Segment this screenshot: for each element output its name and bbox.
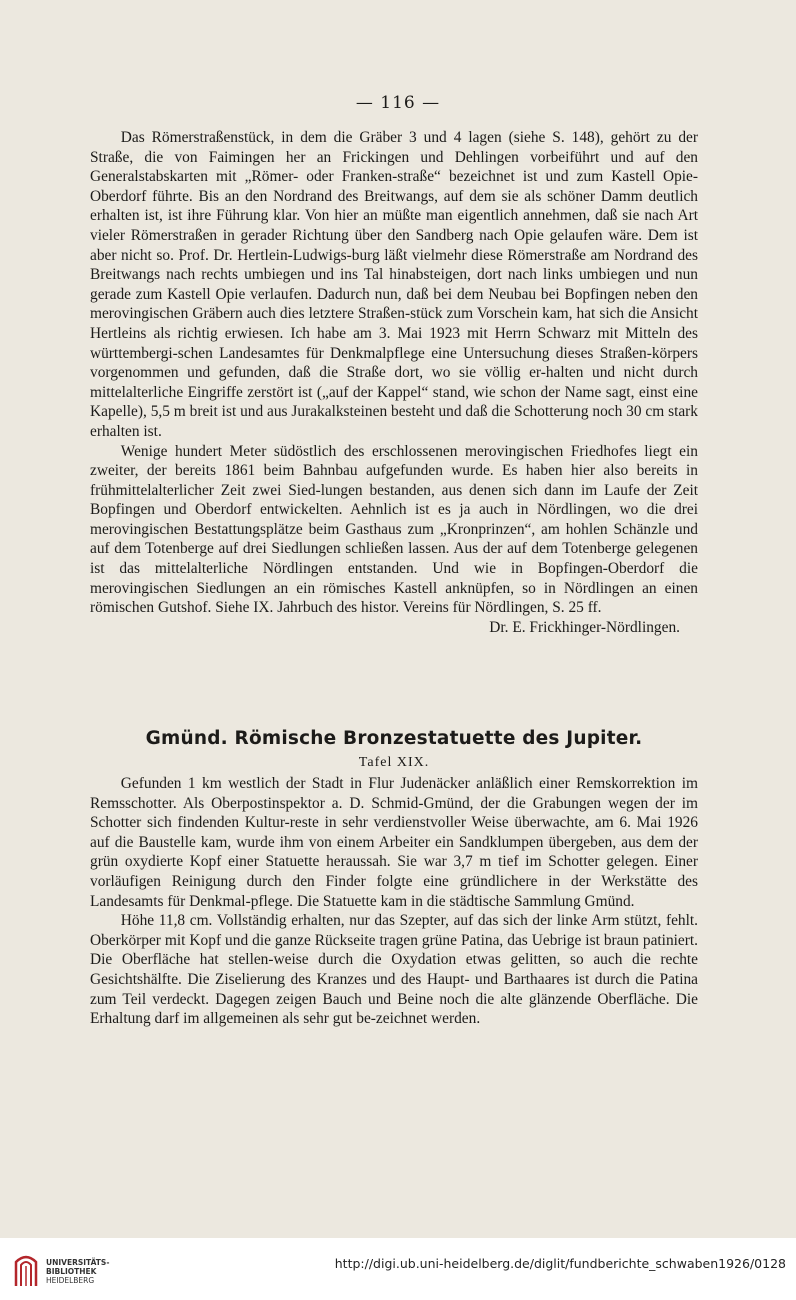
article-body-2	[90, 774, 698, 1029]
library-seal-icon	[12, 1252, 40, 1288]
library-name	[46, 1258, 109, 1285]
article-body-1	[90, 128, 698, 637]
library-logo[interactable]	[12, 1252, 152, 1292]
author-signature: Dr. E. Frickhinger-Nördlingen.	[489, 618, 680, 636]
section-title: Gmünd. Römische Bronzestatuette des Jupiter.	[145, 728, 643, 749]
permalink-url[interactable]: http://digi.ub.uni-heidelberg.de/diglit/fundberichte_schwaben1926/0128	[334, 1256, 786, 1271]
logo-line-2: BIBLIOTHEK	[46, 1267, 97, 1276]
paragraph: Das Römerstraßenstück, in dem die Gräber 3 und 4 lagen (siehe S. 148), gehört zu der Straße, die von Faimingen her an Frickingen und Dehlingen vorbeiführt und auf den Generalstabskarten mit „Römer- oder Franken-straße“ bezeichnet ist und zum Kastell Opie-Oberdorf führte. Bis an den Nordrand des Breitwangs, auf dem sie als schöner Damm deutlich erhalten ist, ist ihre Führung klar. Von hier an müßte man eigentlich annehmen, daß sie nach Art vieler Römerstraßen in gerader Richtung über den Sandberg nach Opie gelaufen wäre. Dem ist aber nicht so. Prof. Dr. Hertlein-Ludwigs-burg läßt vielmehr diese Römerstraße am Nordrand des Breitwangs nach rechts umbiegen und ins Tal hinabsteigen, dort nach links umbiegen und nun gerade zum Kastell Opie verlaufen. Dadurch nun, daß bei dem Neubau bei Bopfingen neben den merovingischen Gräbern auch dies letztere Straßen-stück zum Vorschein kam, hat sich die Ansicht Hertleins als richtig erwiesen. Ich habe am 3. Mai 1923 mit Herrn Schwarz mit Mitteln des württembergi-schen Landesamtes für Denkmalpflege eine Untersuchung dieses Straßen-körpers vorgenommen und gefunden, daß die Straße dort, wo sie völlig er-halten und nicht durch mittelalterliche Eingriffe zerstört ist („auf der Kappel“ stand, wie schon der Name sagt, einst eine Kapelle), 5,5 m breit ist und aus Jurakalksteinen besteht und daß die Schotterung noch 30 cm stark erhalten ist.	[90, 129, 698, 440]
plate-reference: Tafel XIX.	[358, 755, 430, 770]
paragraph: Gefunden 1 km westlich der Stadt in Flur Judenäcker anläßlich einer Remskorrektion im Remsschotter. Als Oberpostinspektor a. D. Schmid-Gmünd, der die Grabungen wegen der im Schotter sich findenden Kultur-reste in sehr verdienstvoller Weise überwachte, am 6. Mai 1926 auf die Baustelle kam, wurde ihm von einem Arbeiter ein Sandklumpen übergeben, aus dem der grün oxydierte Kopf einer Statuette heraussah. Sie war 3,7 m tief im Schotter gelegen. Einer vorläufigen Reinigung durch den Finder folgte eine gründlichere in der Werkstätte des Landesamts für Denkmal-pflege. Die Statuette kam in die städtische Sammlung Gmünd.	[90, 775, 698, 910]
logo-line-1: UNIVERSITÄTS-	[46, 1258, 110, 1267]
logo-line-3: HEIDELBERG	[46, 1276, 95, 1285]
paragraph: Höhe 11,8 cm. Vollständig erhalten, nur das Szepter, auf das sich der linke Arm stützt, fehlt. Oberkörper mit Kopf und die ganze Rückseite tragen grüne Patina, das Uebrige ist braun patiniert. Die Oberfläche hat stellen-weise durch die Oxydation etwas gelitten, so auch die rechte Gesichtshälfte. Die Ziselierung des Kranzes und des Haupt- und Barthaares ist durch die Patina zum Teil verdeckt. Dagegen zeigen Bauch und Beine noch die alte glänzende Oberfläche. Die Erhaltung darf im allgemeinen als sehr gut be-zeichnet werden.	[90, 912, 698, 1028]
viewer-footer	[0, 1238, 796, 1300]
paragraph: Wenige hundert Meter südöstlich des erschlossenen merovingischen Friedhofes liegt ein zweiter, der bereits 1861 beim Bahnbau aufgefunden wurde. Es haben hier also bereits in frühmittelalterlicher Zeit zwei Sied-lungen bestanden, aus denen sich dann im Laufe der Zeit Bopfingen und Oberdorf entwickelten. Aehnlich ist es ja auch in Nördlingen, wo die drei merovingischen Bestattungsplätze beim Gasthaus zum „Kronprinzen“, am hohlen Schänzle und auf dem Totenberge auf drei Siedlungen schließen lassen. Aus der auf dem Totenberge gelegenen ist das mittelalterliche Nördlingen entstanden. Und wie in Bopfingen-Oberdorf die merovingischen Siedlungen an ein römisches Kastell anknüpfen, so in Nördlingen an einen römischen Gutshof. Siehe IX. Jahrbuch des histor. Vereins für Nördlingen, S. 25 ff.	[90, 442, 698, 617]
page-number: — 116 —	[355, 93, 441, 113]
